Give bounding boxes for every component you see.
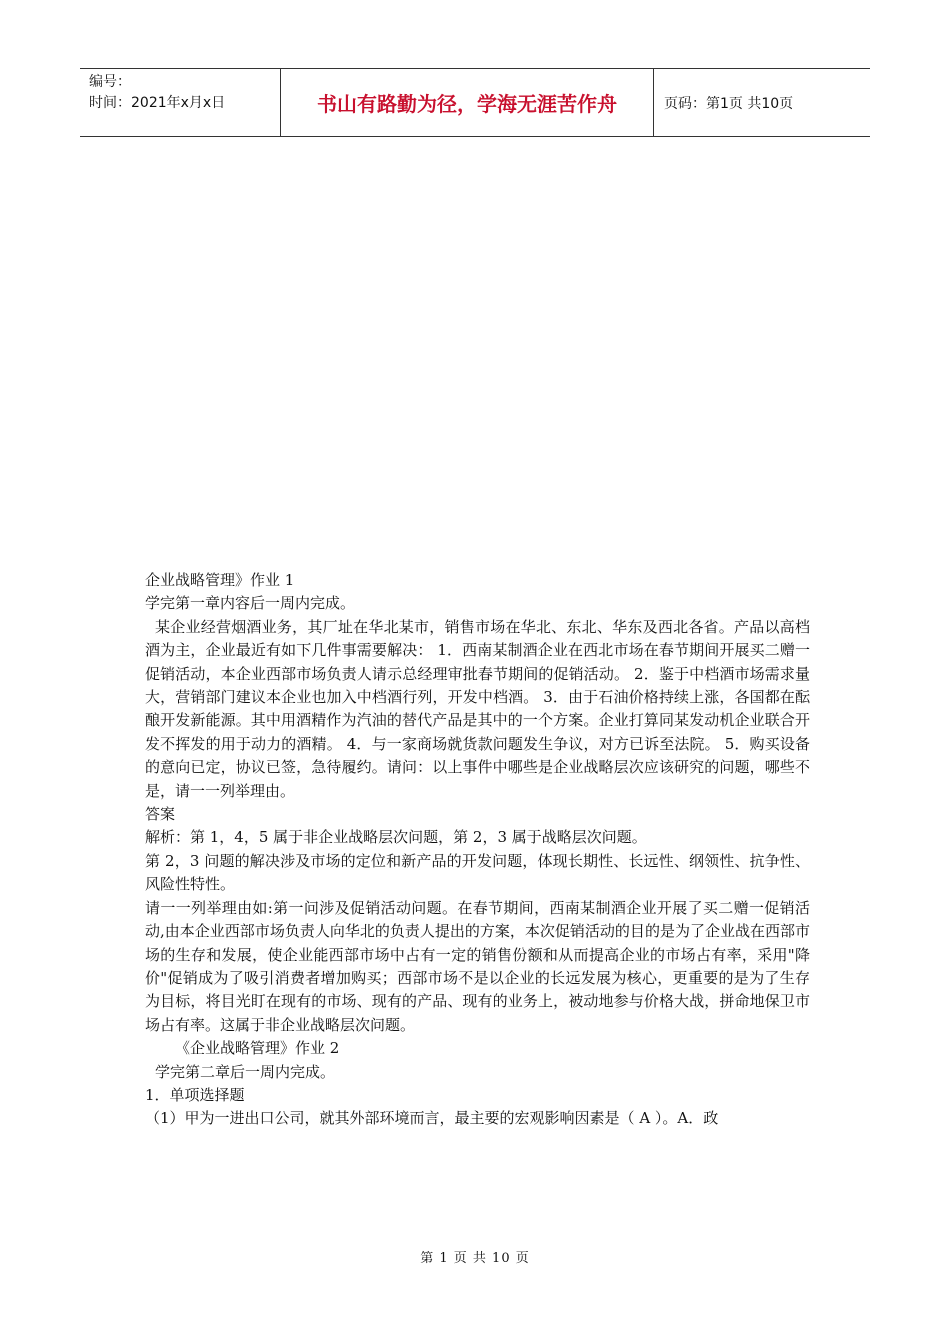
assignment-2-title: 《企业战略管理》作业 2	[175, 1039, 340, 1058]
section-heading-single-choice: 1．单项选择题	[145, 1085, 245, 1104]
assignment-instruction: 学完第一章内容后一周内完成。	[145, 594, 356, 613]
document-body	[145, 569, 810, 1131]
assignment-title: 企业战略管理》作业 1	[145, 571, 295, 589]
page-footer: 第 1 页 共 10 页	[420, 1251, 530, 1266]
case-description: 某企业经营烟酒业务，其厂址在华北某市，销售市场在华北、东北、华东及西北各省。产品以高档酒为主，企业最近有如下几件事需要解决： 1．西南某制酒企业在西北市场在春节期间开展买二赠一促销活动，本企业西部市场负责人请示总经理审批春节期间的促销活动。 2．鉴于中档酒市场需求量大，营销部门建议本企业也加入中档酒行列，开发中档酒。 3．由于石油价格持续上涨，各国都在酝酿开发新能源。其中用酒精作为汽油的替代产品是其中的一个方案。企业打算同某发动机企业联合开发不挥发的用于动力的酒精。 4．与一家商场就货款问题发生争议，对方已诉至法院。 5．购买设备的意向已定，协议已签，急待履约。请问：以上事件中哪些是企业战略层次应该研究的问题，哪些不是，请一一列举理由。	[145, 617, 810, 800]
analysis-summary: 解析：第 1，4，5 属于非企业战略层次问题，第 2，3 属于战略层次问题。	[145, 828, 647, 847]
page-header	[80, 68, 870, 137]
analysis-reasons: 请一一列举理由如:第一问涉及促销活动问题。在春节期间，西南某制酒企业开展了买二赠一促销活动,由本企业西部市场负责人向华北的负责人提出的方案，本次促销活动的目的是为了企业战在西部市场的生存和发展，使企业能西部市场中占有一定的销售份额和从而提高企业的市场占有率，采用"降价"促销成为了吸引消费者增加购买；西部市场不是以企业的长远发展为核心，更重要的是为了生存为目标，将目光盯在现有的市场、现有的产品、现有的业务上，被动地参与价格大战，拼命地保卫市场占有率。这属于非企业战略层次问题。	[145, 898, 810, 1034]
analysis-strategic-issues: 第 2，3 问题的解决涉及市场的定位和新产品的开发问题，体现长期性、长远性、纲领性、抗争性、风险性特性。	[145, 851, 810, 894]
question-1: （1）甲为一进出口公司，就其外部环境而言，最主要的宏观影响因素是（ A ）。A．政	[145, 1109, 719, 1128]
header-page-code: 页码：第1页 共10页	[664, 95, 794, 112]
assignment-2-instruction: 学完第二章后一周内完成。	[155, 1062, 336, 1081]
answer-heading: 答案	[145, 805, 176, 824]
header-motto: 书山有路勤为径，学海无涯苦作舟	[281, 69, 654, 136]
header-meta	[80, 69, 281, 136]
document-number-label: 编号：	[89, 74, 131, 90]
document-date: 时间：2021年x月x日	[89, 95, 226, 111]
